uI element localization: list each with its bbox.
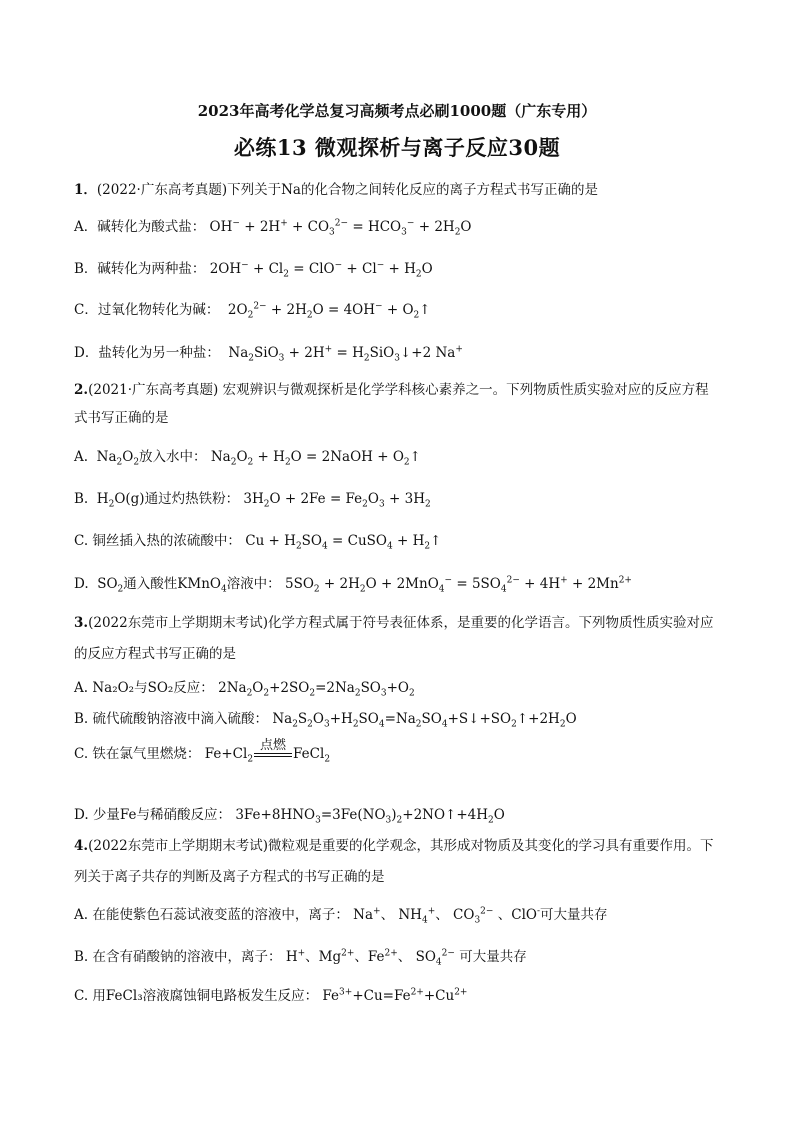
question-3-stem-line2: 的反应方程式书写正确的是 [74,646,236,662]
question-text: (2022·广东高考真题)下列关于Na的化合物之间转化反应的离子方程式书写正确的是 [96,182,598,198]
question-text: (2022东莞市上学期期末考试)微粒观是重要的化学观念，其形成对物质及其变化的学习具有重要作用。下 [88,838,714,854]
option-label: B. 在含有硝酸钠的溶液中，离子： [74,949,282,965]
equation: $Na_2S_2O_3+H_2SO_4=Na_2SO_4+S↓+SO_2↑+2H_2O$ [272,711,577,730]
formula: $SO_2$ [92,576,124,595]
option-label: B. [74,491,89,507]
question-text: (2021·广东高考真题) 宏观辨识与微观探析是化学学科核心素养之一。下列物质性质实验对应的反应方程 [88,382,709,398]
question-3-option-d [74,803,754,826]
option-label: B．碱转化为两种盐： [74,261,206,277]
question-2-option-b [74,487,754,510]
option-label: D. 少量Fe与稀硝酸反应： [74,807,232,823]
question-4-stem-line2: 列关于离子共存的判断及离子方程式的书写正确的是 [74,869,385,885]
question-text: (2022东莞市上学期期末考试)化学方程式属于符号表征体系，是重要的化学语言。下列物质性质实验对应 [88,615,714,631]
reaction-condition: 点燃 [254,739,292,762]
option-label: D．盐转化为另一种盐： [74,345,220,361]
equation: $Fe+Cl_2$ 点燃 FeCl$_2$ [204,738,331,765]
question-3-stem-line1 [74,611,754,631]
document-subtitle: 2023年高考化学总复习高频考点必刷1000题（广东专用） [197,102,597,120]
question-1-option-d [74,341,754,364]
question-3-option-a [74,676,754,699]
option-text: 通过灼热铁粉： [144,491,240,507]
question-4-option-c [74,984,754,1004]
question-1-option-a [74,215,754,238]
option-text: 溶液中： [226,576,281,592]
question-number: 4. [74,838,89,854]
option-label: A. [74,449,89,465]
option-text: 通入酸性 [123,576,178,592]
option-label: C．过氧化物转化为碱： [74,302,220,318]
question-2-option-c [74,529,754,552]
question-number: 2. [74,382,89,398]
equation: $OH^- + 2H^+ + CO_3^{2-} = HCO_3^- + 2H_2O$ [209,218,472,238]
equals-sign [254,753,292,757]
question-2-stem-line1 [74,378,754,398]
question-number: 1． [74,182,97,198]
question-2-option-d [74,572,754,595]
option-label: C. 铜丝插入热的浓硫酸中： [74,533,241,549]
question-4-option-a [74,903,754,926]
option-text: 可大量共存 [540,907,608,923]
equation: $2Na_2O_2+2SO_2=2Na_2SO_3+O_2$ [218,680,415,699]
formula: $Na_2O_2$ [92,449,140,468]
ion-list: Na+、 $NH_4^+$、 $CO_3^{2-}$ 、ClO- [353,906,541,926]
option-label: A. Na₂O₂与SO₂反应： [74,680,214,696]
equation: $3Fe+8HNO_3=3Fe(NO_3)_2+2NO↑+4H_2O$ [235,807,505,826]
option-label: A. 在能使紫色石蕊试液变蓝的溶液中，离子： [74,907,349,923]
equation: $Cu + H_2SO_4$ = CuSO$_4$ + $H_2↑$ [245,533,442,552]
option-label: B. 硫代硫酸钠溶液中滴入硫酸： [74,711,269,727]
equation: $Fe^{3+}+Cu=Fe^{2+}+Cu^{2+}$ [322,987,468,1004]
question-2-option-a [74,445,754,468]
equation: $5SO_2 + 2H_2O + 2MnO_4^- = 5SO_4^{2-} + 4H^+ + 2Mn^{2+}$ [284,575,632,595]
formula: $H_2O(g)$ [92,491,145,510]
formula: KMnO$_4$ [177,576,227,595]
question-1-option-b [74,257,754,280]
option-text: 放入水中： [139,449,207,465]
equation: $Na_2O_2 + H_2O$ = 2NaOH + $O_2↑$ [210,449,421,468]
question-1-option-c [74,298,754,321]
question-4-option-b [74,945,754,968]
document-title: 必练13 微观探析与离子反应30题 [233,135,561,160]
ion-list: H+、$Mg^{2+}$、$Fe^{2+}$、 $SO_4^{2-}$ [285,948,455,968]
option-label: C. 用FeCl₃溶液腐蚀铜电路板发生反应： [74,988,319,1004]
question-number: 3. [74,615,89,631]
option-text: 可大量共存 [459,949,527,965]
equation: $3H_2O + 2Fe = Fe_2O_3 + 3H_2$ [243,491,431,510]
option-label: C. 铁在氯气里燃烧： [74,746,201,762]
question-4-stem-line1 [74,834,754,854]
question-3-option-c [74,738,754,765]
option-label: D. [74,576,89,592]
equation: $2O_2^{2-} + 2H_2O = 4OH^-$ + $O_2↑$ [223,301,431,321]
question-2-stem-line2: 式书写正确的是 [74,410,169,426]
option-label: A．碱转化为酸式盐： [74,219,206,235]
equation: $Na_2SiO_3 + 2H^+$ = $H_2SiO_3↓+2$ Na+ [224,344,463,364]
equation: $2OH^- + Cl_2 = ClO^- + Cl^- + H_2O$ [209,260,433,280]
question-1-stem [74,178,754,198]
question-3-option-b [74,707,754,730]
